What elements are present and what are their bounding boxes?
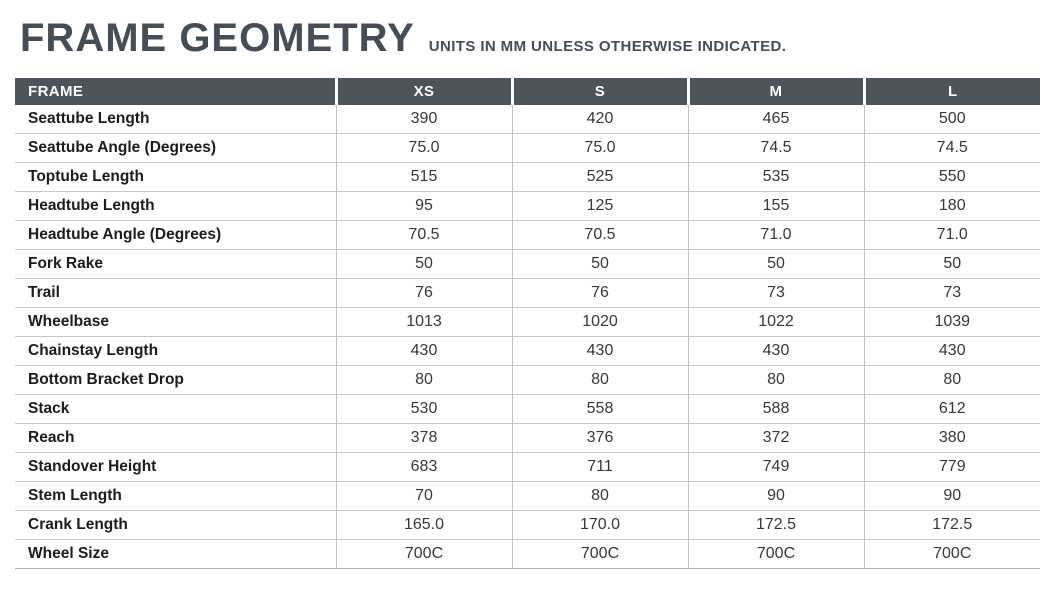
cell-value: 1022 (688, 308, 864, 337)
cell-value: 80 (512, 482, 688, 511)
cell-value: 558 (512, 395, 688, 424)
column-header-size: XS (336, 78, 512, 105)
cell-value: 50 (864, 250, 1040, 279)
cell-value: 180 (864, 192, 1040, 221)
table-row (15, 105, 1040, 134)
cell-value: 749 (688, 453, 864, 482)
table-row (15, 453, 1040, 482)
cell-value: 70.5 (336, 221, 512, 250)
cell-value: 378 (336, 424, 512, 453)
cell-value: 75.0 (512, 134, 688, 163)
cell-value: 372 (688, 424, 864, 453)
row-label: Reach (15, 424, 336, 453)
cell-value: 390 (336, 105, 512, 134)
table-row (15, 192, 1040, 221)
cell-value: 74.5 (864, 134, 1040, 163)
row-label: Headtube Angle (Degrees) (15, 221, 336, 250)
cell-value: 95 (336, 192, 512, 221)
cell-value: 535 (688, 163, 864, 192)
table-row (15, 134, 1040, 163)
column-header-size: M (688, 78, 864, 105)
table-row (15, 424, 1040, 453)
cell-value: 711 (512, 453, 688, 482)
cell-value: 80 (688, 366, 864, 395)
cell-value: 530 (336, 395, 512, 424)
table-header (15, 78, 1040, 105)
column-header-size: L (864, 78, 1040, 105)
cell-value: 70 (336, 482, 512, 511)
row-label: Crank Length (15, 511, 336, 540)
cell-value: 80 (512, 366, 688, 395)
cell-value: 500 (864, 105, 1040, 134)
row-label: Toptube Length (15, 163, 336, 192)
column-header-frame: FRAME (15, 78, 336, 105)
cell-value: 71.0 (688, 221, 864, 250)
table-row (15, 279, 1040, 308)
cell-value: 550 (864, 163, 1040, 192)
cell-value: 172.5 (864, 511, 1040, 540)
cell-value: 376 (512, 424, 688, 453)
cell-value: 80 (864, 366, 1040, 395)
cell-value: 700C (336, 540, 512, 569)
row-label: Seattube Angle (Degrees) (15, 134, 336, 163)
row-label: Seattube Length (15, 105, 336, 134)
cell-value: 700C (864, 540, 1040, 569)
cell-value: 700C (688, 540, 864, 569)
row-label: Chainstay Length (15, 337, 336, 366)
cell-value: 380 (864, 424, 1040, 453)
table-row (15, 395, 1040, 424)
row-label: Stack (15, 395, 336, 424)
table-row (15, 163, 1040, 192)
cell-value: 170.0 (512, 511, 688, 540)
cell-value: 430 (512, 337, 688, 366)
cell-value: 125 (512, 192, 688, 221)
row-label: Fork Rake (15, 250, 336, 279)
cell-value: 73 (864, 279, 1040, 308)
cell-value: 71.0 (864, 221, 1040, 250)
geometry-table (15, 78, 1040, 569)
table-row (15, 337, 1040, 366)
page-title: FRAME GEOMETRY (20, 16, 415, 60)
table-row (15, 482, 1040, 511)
table-row (15, 250, 1040, 279)
cell-value: 465 (688, 105, 864, 134)
cell-value: 172.5 (688, 511, 864, 540)
cell-value: 420 (512, 105, 688, 134)
cell-value: 430 (688, 337, 864, 366)
cell-value: 515 (336, 163, 512, 192)
row-label: Headtube Length (15, 192, 336, 221)
cell-value: 779 (864, 453, 1040, 482)
cell-value: 1013 (336, 308, 512, 337)
table-row (15, 308, 1040, 337)
cell-value: 525 (512, 163, 688, 192)
cell-value: 76 (336, 279, 512, 308)
cell-value: 588 (688, 395, 864, 424)
cell-value: 700C (512, 540, 688, 569)
title-row (20, 16, 1045, 61)
column-header-size: S (512, 78, 688, 105)
row-label: Bottom Bracket Drop (15, 366, 336, 395)
cell-value: 1020 (512, 308, 688, 337)
cell-value: 1039 (864, 308, 1040, 337)
cell-value: 683 (336, 453, 512, 482)
row-label: Trail (15, 279, 336, 308)
table-row (15, 511, 1040, 540)
cell-value: 155 (688, 192, 864, 221)
cell-value: 50 (688, 250, 864, 279)
cell-value: 73 (688, 279, 864, 308)
cell-value: 90 (688, 482, 864, 511)
page-subtitle: UNITS IN MM UNLESS OTHERWISE INDICATED. (428, 38, 787, 55)
row-label: Wheel Size (15, 540, 336, 569)
row-label: Wheelbase (15, 308, 336, 337)
row-label: Stem Length (15, 482, 336, 511)
cell-value: 70.5 (512, 221, 688, 250)
cell-value: 50 (336, 250, 512, 279)
cell-value: 165.0 (336, 511, 512, 540)
cell-value: 50 (512, 250, 688, 279)
table-row (15, 221, 1040, 250)
table-row (15, 366, 1040, 395)
cell-value: 75.0 (336, 134, 512, 163)
header-row (15, 78, 1040, 105)
cell-value: 90 (864, 482, 1040, 511)
row-label: Standover Height (15, 453, 336, 482)
cell-value: 80 (336, 366, 512, 395)
cell-value: 430 (864, 337, 1040, 366)
cell-value: 74.5 (688, 134, 864, 163)
cell-value: 612 (864, 395, 1040, 424)
cell-value: 430 (336, 337, 512, 366)
cell-value: 76 (512, 279, 688, 308)
table-body (15, 105, 1040, 569)
table-row (15, 540, 1040, 569)
